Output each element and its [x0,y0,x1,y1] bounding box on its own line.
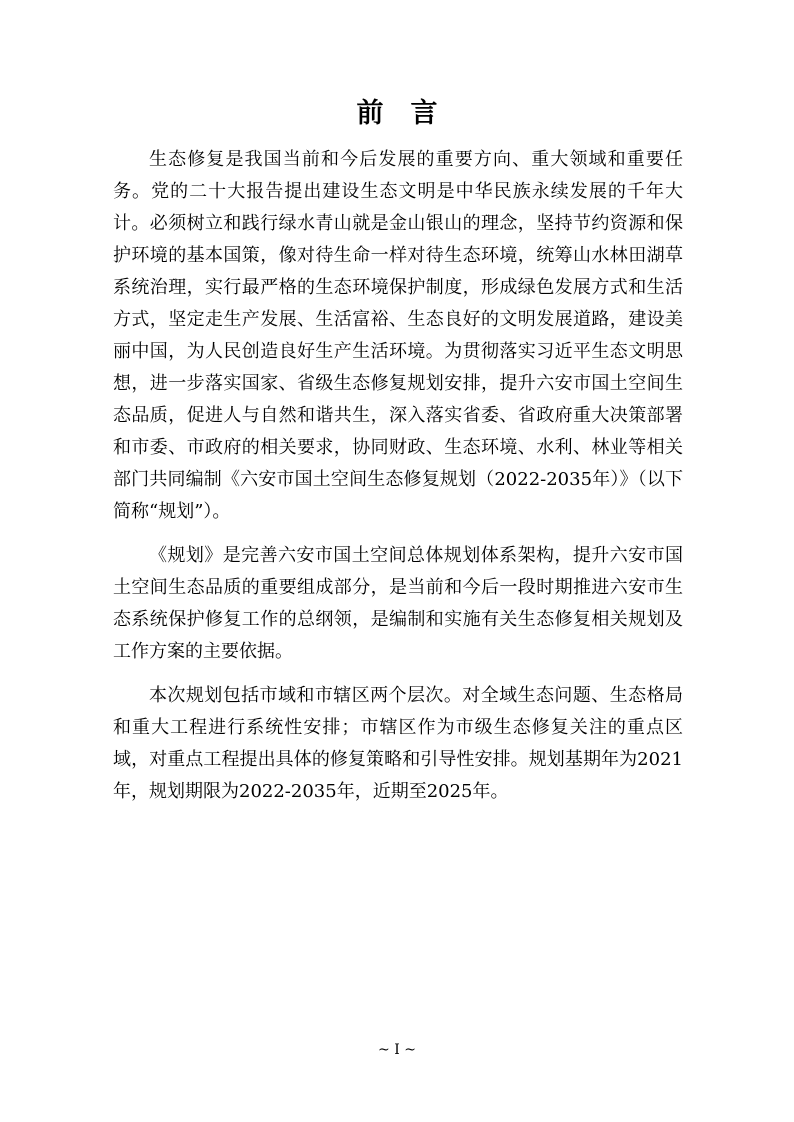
paragraph-intro: 生态修复是我国当前和今后发展的重要方向、重大领域和重要任务。党的二十大报告提出建设生态文明是中华民族永续发展的千年大计。必须树立和践行绿水青山就是金山银山的理念，坚持节约资源和保护环境的基本国策，像对待生命一样对待生态环境，统筹山水林田湖草系统治理，实行最严格的生态环境保护制度，形成绿色发展方式和生活方式，坚定走生产发展、生活富裕、生态良好的文明发展道路，建设美丽中国，为人民创造良好生产生活环境。为贯彻落实习近平生态文明思想，进一步落实国家、省级生态修复规划安排，提升六安市国土空间生态品质，促进人与自然和谐共生，深入落实省委、省政府重大决策部署和市委、市政府的相关要求，协同财政、生态环境、水利、林业等相关部门共同编制《六安市国土空间生态修复规划（2022-2035年）》（以下简称“规划”）。 [113,149,683,522]
title-char-2: 言 [410,98,438,129]
page-number: ~ I ~ [378,1042,416,1058]
page-title [0,94,794,134]
paragraph-scope: 本次规划包括市域和市辖区两个层次。对全域生态问题、生态格局和重大工程进行系统性安排；市辖区作为市级生态修复关注的重点区域，对重点工程提出具体的修复策略和引导性安排。规划基期年为2021年，规划期限为2022-2035年，近期至2025年。 [113,685,683,802]
paragraph-role: 《规划》是完善六安市国土空间总体规划体系架构，提升六安市国土空间生态品质的重要组成部分，是当前和今后一段时期推进六安市生态系统保护修复工作的总纲领，是编制和实施有关生态修复相关规划及工作方案的主要依据。 [113,545,683,662]
body-text [113,144,683,820]
title-char-1: 前 [356,98,384,129]
